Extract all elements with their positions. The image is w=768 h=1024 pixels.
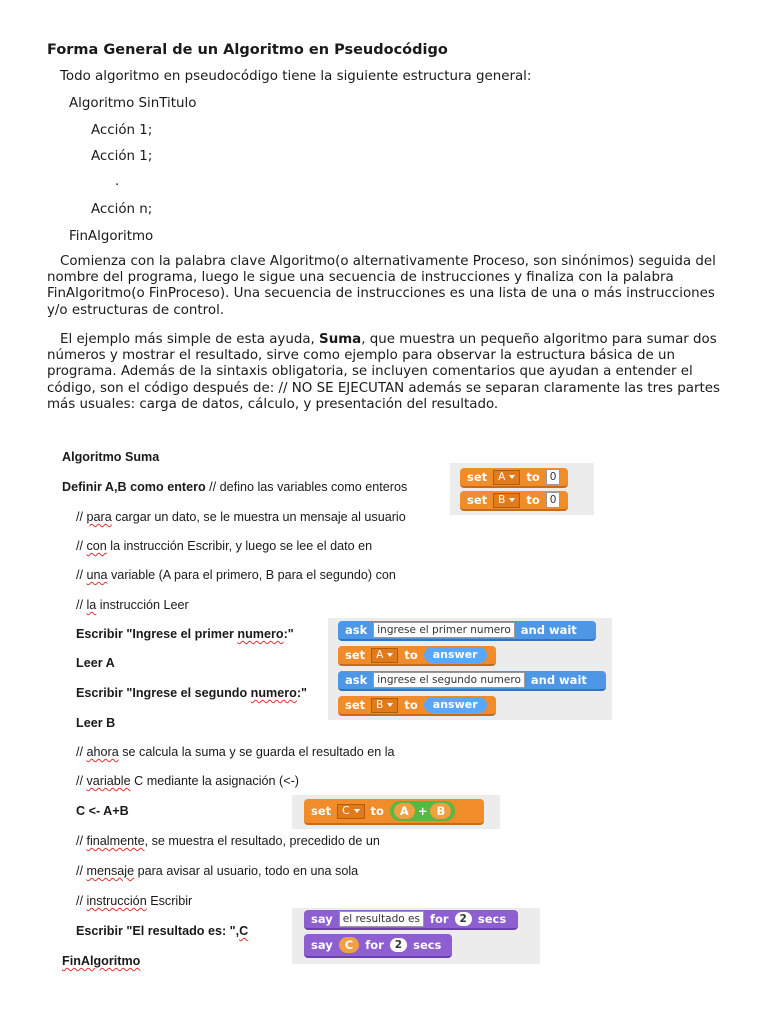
comment-line-3: // una variable (A para el primero, B para el segundo) con [76,568,396,582]
plus-operator: A + B [390,801,455,821]
var-c-dropdown: C [337,804,364,819]
var-b-dropdown: B [493,493,520,508]
say-block-2: say C for 2 secs [304,934,452,958]
say-block-1: say el resultado es for 2 secs [304,910,518,930]
code-read-2: Leer B [76,716,116,730]
intro-text: Todo algoritmo en pseudocódigo tiene la siguiente estructura general: [60,69,532,84]
structure-action-2: Acción 1; [91,149,153,164]
set-b-answer-block: set B to answer [338,696,496,716]
var-b-dropdown: B [371,698,398,713]
paragraph-1: Comienza con la palabra clave Algoritmo(o alternativamente Proceso, son sinónimos) seguida del nombre del programa, luego le sigue una secuencia de instrucciones y finaliza con la palabra FinAlgoritmo(o FinProceso). Una secuencia de instrucciones es una lista de una o más instrucciones y/o estructuras de control. [47,254,716,318]
ask-block-2: ask ingrese el segundo numero and wait [338,671,606,691]
code-write-2: Escribir "Ingrese el segundo numero:" [76,686,307,700]
structure-action-1: Acción 1; [91,123,153,138]
code-title: Algoritmo Suma [62,450,160,464]
comment-line-8: // mensaje para avisar al usuario, todo en una sola [76,864,359,878]
comment-line-7: // finalmente, se muestra el resultado, precedido de un [76,834,380,848]
suma-bold: Suma [319,332,362,347]
scratch-ask-panel [328,618,612,720]
comment-line-9: // instrucción Escribir [76,894,193,908]
set-a-answer-block: set A to answer [338,646,496,666]
set-b-block: set B to 0 [460,491,568,511]
code-read-1: Leer A [76,656,115,670]
scratch-assign-panel [292,795,500,829]
comment-line-1: // para cargar un dato, se le muestra un mensaje al usuario [76,510,406,524]
comment-line-6: // variable C mediante la asignación (<-) [76,774,299,788]
ask-block-1: ask ingrese el primer numero and wait [338,621,596,641]
code-define: Definir A,B como entero // defino las variables como enteros [62,480,408,494]
code-write-1: Escribir "Ingrese el primer numero:" [76,627,294,641]
structure-action-n: Acción n; [91,202,153,217]
scratch-set-panel [450,463,594,515]
paragraph-2: El ejemplo más simple de esta ayuda, Suma, que muestra un pequeño algoritmo para sumar dos números y mostrar el resultado, sirve como ejemplo para observar la estructura básica de un programa. Además de la sintaxis obligatoria, se incluyen comentarios que ayudan a entender el código, son el código después de: // NO SE EJECUTAN además se separan claramente las tres partes más usuales: carga de datos, cálculo, y presentación del resultado. [47,332,720,412]
var-a-dropdown: A [493,470,520,485]
structure-start: Algoritmo SinTitulo [69,96,197,111]
answer-reporter: answer [424,697,487,713]
comment-line-5: // ahora se calcula la suma y se guarda el resultado en la [76,745,395,759]
code-write-result: Escribir "El resultado es: ",C [76,924,249,938]
answer-reporter: answer [424,647,487,663]
code-assign: C <- A+B [76,804,129,818]
var-a-dropdown: A [371,648,398,663]
scratch-say-panel [292,908,540,964]
page-title: Forma General de un Algoritmo en Pseudocódigo [47,42,448,58]
comment-line-4: // la instrucción Leer [76,598,189,612]
structure-dot: . [115,174,120,189]
code-end: FinAlgoritmo [62,954,141,968]
set-a-block: set A to 0 [460,468,568,488]
structure-end: FinAlgoritmo [69,229,154,244]
set-c-block: set C to A + B [304,799,484,825]
comment-line-2: // con la instrucción Escribir, y luego se lee el dato en [76,539,373,553]
